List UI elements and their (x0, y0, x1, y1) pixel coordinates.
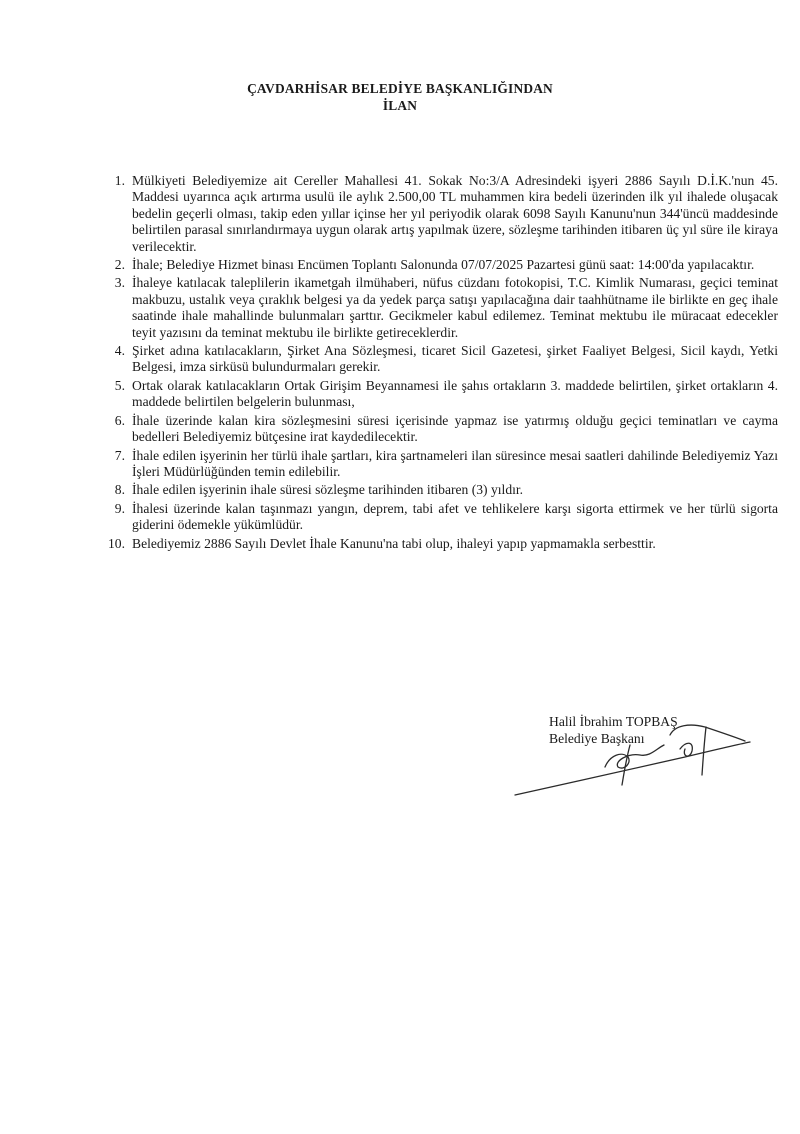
item-text: İhale edilen işyerinin her türlü ihale şartları, kira şartnameleri ilan süresince mesai saatleri dahilinde Belediyemiz Yazı İşleri Müdürlüğünden temin edilebilir. (132, 447, 778, 479)
signatory-name: Halil İbrahim TOPBAŞ (549, 714, 678, 729)
signature-block (549, 713, 678, 747)
signatory-position: Belediye Başkanı (549, 731, 645, 746)
item-text: İhale edilen işyerinin ihale süresi sözleşme tarihinden itibaren (3) yıldır. (132, 482, 524, 498)
item-number: 2 . (94, 257, 132, 273)
list-item (94, 343, 778, 376)
item-number: 6 . (94, 413, 132, 446)
item-text: Belediyemiz 2886 Sayılı Devlet İhale Kanunu'na tabi olup, ihaleyi yapıp yapmamakla serbesttir. (132, 535, 656, 551)
item-text: Şirket adına katılacakların, Şirket Ana Sözleşmesi, ticaret Sicil Gazetesi, şirket Faaliyet Belgesi, Sicil kaydı, Yetki Belgesi, imza sirküsü bulundurmaları gerekir. (132, 343, 778, 375)
list-item (94, 275, 778, 341)
announcement-items (94, 173, 778, 554)
list-item (94, 173, 778, 255)
list-item (94, 536, 778, 552)
signature-stroke (515, 742, 750, 795)
list-item (94, 448, 778, 481)
signature-stroke (605, 745, 664, 768)
item-text: İhaleye katılacak taleplilerin ikametgah ilmühaberi, nüfus cüzdanı fotokopisi, T.C. Kimlik Numarası, geçici teminat makbuzu, ustalık veya çıraklık belgesi ya da yedek parça satışı yapılacağına dair taahhütname ile birlikte en geç ihale saatinde ihale mahallinde bulunmaları şarttır. Gecikmeler kabul edilemez. Teminat mektubu ile müracaat edecekler teyit yazısını da teminat mektubu ile birlikte getireceklerdir. (132, 275, 778, 340)
item-number: 10 . (94, 536, 132, 552)
item-number: 3 . (94, 275, 132, 341)
document-header (0, 80, 800, 114)
signature-stroke (622, 745, 630, 785)
item-number: 9 . (94, 501, 132, 534)
item-number: 1 . (94, 173, 132, 255)
list-item (94, 413, 778, 446)
item-text: İhalesi üzerinde kalan taşınmazı yangın, deprem, tabi afet ve tehlikelere karşı sigorta ettirmek ve her türlü sigorta giderini ödemekle yükümlüdür. (132, 500, 778, 533)
item-text: İhale; Belediye Hizmet binası Encümen Toplantı Salonunda 07/07/2025 Pazartesi günü saat: 14:00'da yapılacaktır. (132, 257, 755, 273)
item-text: İhale üzerinde kalan kira sözleşmesini süresi içerisinde yapmaz ise yatırmış olduğu geçici teminatları ve cayma bedelleri Belediyemiz bütçesine irat kaydedilecektir. (132, 412, 778, 445)
item-number: 7 . (94, 448, 132, 481)
list-item (94, 482, 778, 498)
item-number: 4 . (94, 343, 132, 376)
item-text: Ortak olarak katılacakların Ortak Girişim Beyannamesi ile şahıs ortakların 3. maddede belirtilen, şirket ortakların 4. maddede belirtilen belgelerin bulunması, (132, 377, 778, 410)
list-item (94, 501, 778, 534)
announcement-title: İLAN (382, 98, 418, 113)
institution-title: ÇAVDARHİSAR BELEDİYE BAŞKANLIĞINDAN (247, 81, 553, 96)
list-item (94, 257, 778, 273)
item-number: 5 . (94, 378, 132, 411)
signature-stroke (670, 725, 745, 741)
signature-stroke (702, 727, 706, 775)
list-item (94, 378, 778, 411)
signature-stroke (680, 743, 692, 756)
item-number: 8 . (94, 482, 132, 498)
item-text: Mülkiyeti Belediyemize ait Cereller Mahallesi 41. Sokak No:3/A Adresindeki işyeri 2886 Sayılı D.İ.K.'nun 45. Maddesi uyarınca açık artırma usulü ile aylık 2.500,00 TL muhammen kira bedeli üzerinden ilk yıl ihalede oluşacak bedelin geçerli olması, takip eden yıllar içinse her yıl periyodik olarak 6098 Sayılı Kanunu'nun 344'üncü maddesinde belirtilen parasal sınırlandırmaya uygun olarak artış yapılmak üzere, sözleşme tarihinden itibaren üç yıl süre ile kiraya verilecektir. (132, 173, 778, 254)
